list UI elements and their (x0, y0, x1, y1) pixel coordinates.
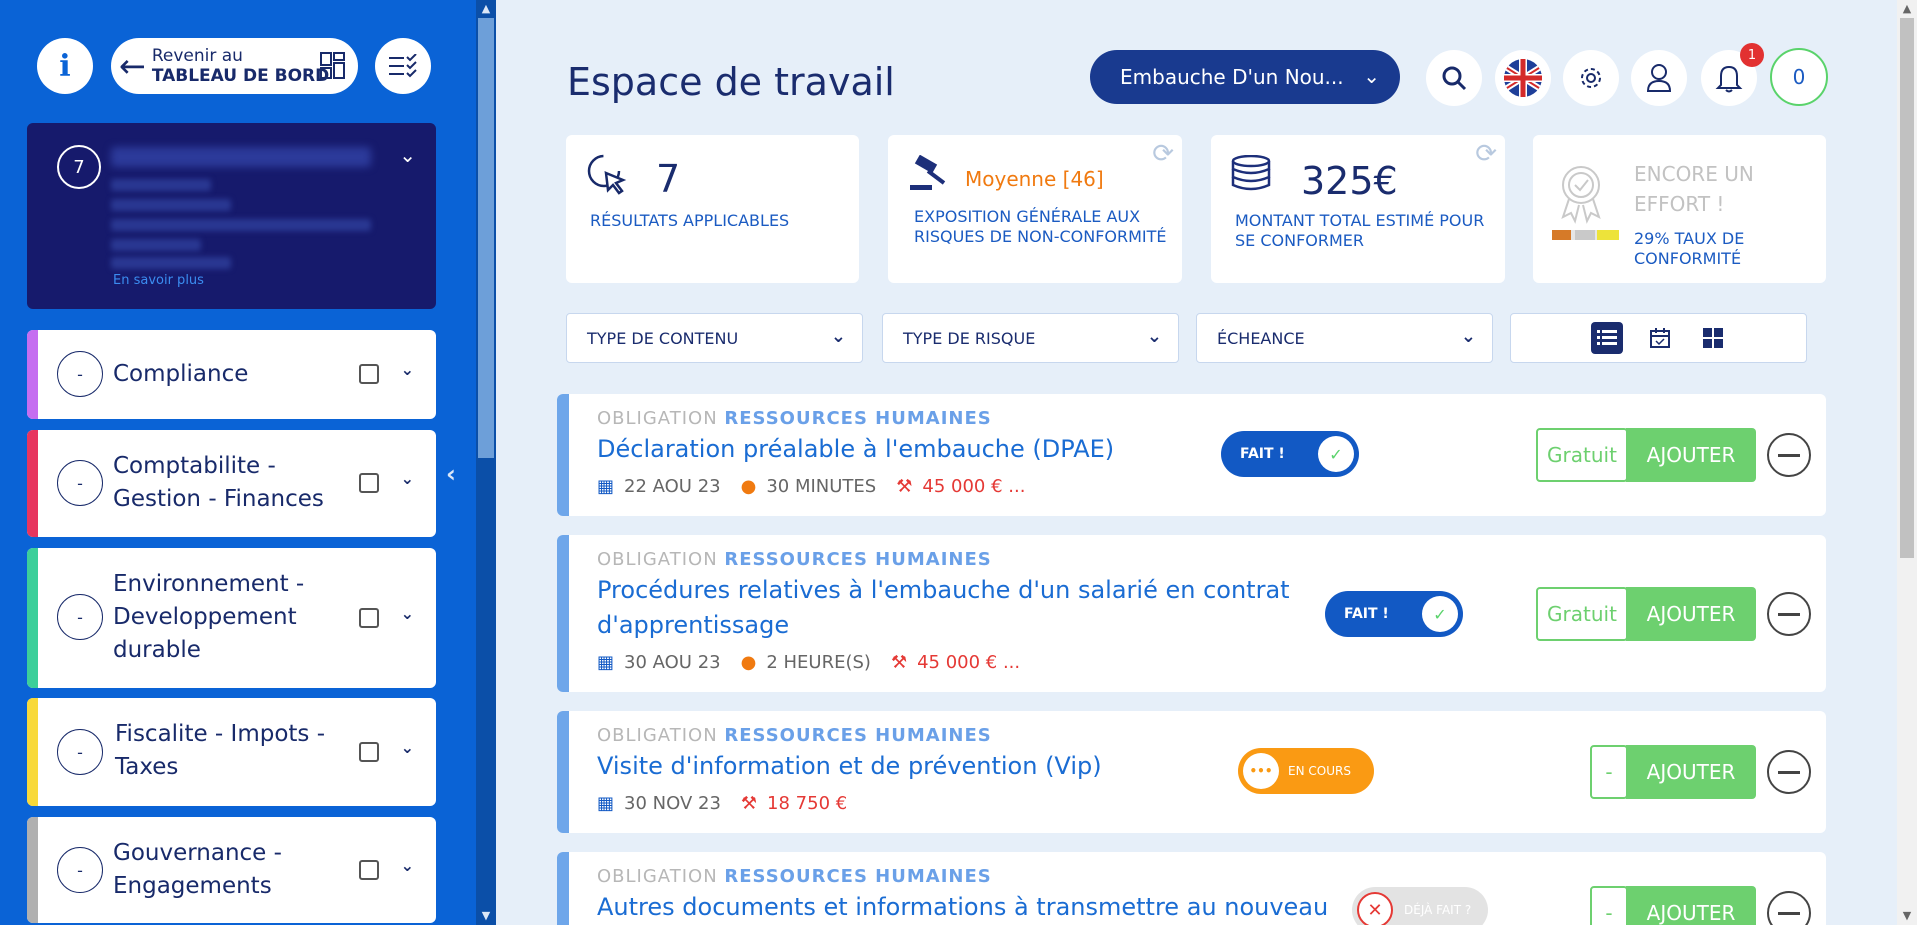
exposure-value: Moyenne [46] (965, 167, 1104, 191)
check-icon: ✓ (1318, 436, 1354, 472)
company-detail-redacted (111, 239, 201, 251)
domain-label: RESSOURCES HUMAINES (724, 408, 992, 429)
card-date: 22 AOU 23 (624, 476, 721, 497)
card-title[interactable]: Procédures relatives à l'embauche d'un salarié en contrat d'apprentissage (597, 576, 1290, 639)
price-label: - (1590, 745, 1628, 799)
obligation-card[interactable] (557, 711, 1826, 833)
kind-label: OBLIGATION (597, 725, 718, 746)
category-environnement[interactable] (27, 548, 436, 688)
search-button[interactable] (1426, 50, 1482, 106)
gavel-icon (908, 155, 950, 191)
category-color-bar (27, 330, 38, 419)
compliance-rate: 29% TAUX DE CONFORMITÉ (1634, 229, 1745, 268)
card-meta (597, 476, 1045, 497)
checklist-menu-button[interactable] (375, 38, 431, 94)
company-detail-redacted (111, 219, 371, 231)
domain-label: RESSOURCES HUMAINES (724, 725, 992, 746)
add-button[interactable]: AJOUTER (1626, 886, 1756, 925)
obligation-card[interactable] (557, 394, 1826, 516)
category-color-bar (27, 430, 38, 537)
collapse-sidebar-icon[interactable]: ‹ (446, 460, 456, 488)
filter-content-type[interactable] (566, 313, 863, 363)
dots-icon: ••• (1243, 753, 1279, 789)
uk-flag-icon (1503, 58, 1543, 98)
calendar-view-button[interactable] (1644, 322, 1676, 354)
scroll-down-icon[interactable]: ▼ (481, 909, 491, 922)
collapse-minus-icon[interactable]: - (57, 594, 103, 640)
award-badge-icon (1553, 161, 1609, 225)
list-icon (1597, 329, 1617, 347)
amount-value: 325€ (1301, 159, 1398, 203)
chevron-down-icon[interactable]: ⌄ (400, 738, 414, 757)
search-icon (1441, 65, 1467, 91)
chevron-down-icon[interactable]: ⌄ (400, 469, 414, 488)
company-detail-redacted (111, 179, 211, 191)
bell-icon (1715, 63, 1743, 93)
collapse-minus-icon[interactable]: - (57, 847, 103, 893)
amount-label: MONTANT TOTAL ESTIMÉ POUR SE CONFORMER (1235, 211, 1485, 250)
remove-icon[interactable] (1767, 592, 1811, 636)
add-button[interactable]: AJOUTER (1626, 428, 1756, 482)
card-date: 30 NOV 23 (624, 793, 721, 814)
domain-label: RESSOURCES HUMAINES (724, 549, 992, 570)
category-label: Environnement - Developpement durable (113, 571, 305, 663)
list-view-button[interactable] (1591, 322, 1623, 354)
status-toggle[interactable] (1221, 431, 1359, 477)
company-count: 7 (57, 145, 101, 189)
chevron-down-icon[interactable]: ⌄ (400, 360, 414, 379)
card-title[interactable]: Visite d'information et de prévention (Vip) (597, 752, 1102, 780)
card-kind (597, 408, 992, 429)
calendar-icon (1650, 328, 1670, 348)
scroll-down-icon[interactable]: ▼ (1902, 909, 1912, 922)
category-color-bar (27, 817, 38, 923)
compliance-progress-fill (1552, 230, 1571, 240)
chevron-down-icon: ⌄ (1363, 64, 1380, 88)
sidebar-scroll-thumb[interactable] (478, 18, 494, 458)
card-fine: 45 000 € ... (917, 652, 1021, 673)
category-checkbox[interactable] (359, 860, 379, 880)
check-icon: ✓ (1422, 596, 1458, 632)
compliance-progress-segment (1575, 230, 1595, 240)
category-label: Compliance (113, 361, 249, 387)
card-kind (597, 866, 992, 887)
status-label: EN COURS (1288, 764, 1351, 778)
collapse-minus-icon[interactable]: - (57, 460, 103, 506)
compliance-progress-segment (1597, 230, 1619, 240)
category-label: Comptabilite - Gestion - Finances (113, 453, 324, 512)
page-title: Espace de travail (567, 60, 895, 104)
grid-view-button[interactable] (1697, 322, 1729, 354)
kind-label: OBLIGATION (597, 549, 718, 570)
card-duration: 30 MINUTES (766, 476, 877, 497)
remove-icon[interactable] (1767, 891, 1811, 925)
card-date: 30 AOU 23 (624, 652, 721, 673)
arrow-left-icon: ← (119, 47, 146, 85)
card-fine: 45 000 € ... (922, 476, 1026, 497)
dashboard-grid-icon (320, 52, 346, 80)
card-edge (557, 711, 569, 833)
score-counter[interactable]: 0 (1770, 48, 1828, 106)
collapse-minus-icon[interactable]: - (57, 351, 103, 397)
card-edge (557, 535, 569, 692)
collapse-minus-icon[interactable]: - (57, 729, 103, 775)
gavel-icon: ⚒ (740, 793, 758, 814)
info-icon: i (59, 48, 71, 84)
add-button[interactable]: AJOUTER (1626, 587, 1756, 641)
company-detail-redacted (111, 257, 231, 269)
add-button[interactable]: AJOUTER (1626, 745, 1756, 799)
category-compliance[interactable] (27, 330, 436, 419)
card-title[interactable]: Autres documents et informations à transmettre au nouveau (597, 893, 1329, 921)
category-checkbox[interactable] (359, 608, 379, 628)
remove-icon[interactable] (1767, 433, 1811, 477)
sidebar-scrollbar[interactable] (476, 0, 496, 925)
category-color-bar (27, 698, 38, 806)
card-edge (557, 394, 569, 516)
close-icon: ✕ (1357, 892, 1393, 925)
category-checkbox[interactable] (359, 364, 379, 384)
project-select-value: Embauche D'un Nou... (1120, 65, 1344, 89)
chevron-down-icon[interactable]: ⌄ (400, 604, 414, 623)
results-count: 7 (656, 157, 681, 201)
scroll-up-icon[interactable]: ▲ (1902, 2, 1912, 15)
refresh-icon[interactable]: ⟳ (1152, 139, 1174, 169)
kpi-exposure (888, 135, 1182, 283)
status-label: DÉJÀ FAIT ? (1404, 903, 1472, 917)
gear-icon (1577, 64, 1605, 92)
company-name-redacted (111, 147, 371, 167)
obligation-card[interactable] (557, 535, 1826, 692)
card-kind (597, 725, 992, 746)
card-meta (597, 793, 867, 814)
back-line2: TABLEAU DE BORD (151, 66, 330, 86)
back-line1: Revenir au (151, 46, 243, 66)
encourage-text: ENCORE UN EFFORT ! (1634, 162, 1754, 216)
view-switcher (1510, 313, 1807, 363)
clock-icon: ● (740, 652, 757, 673)
company-detail-redacted (111, 199, 231, 211)
card-fine: 18 750 € (767, 793, 848, 814)
compliance-progress-track (1552, 230, 1619, 240)
obligation-card[interactable] (557, 852, 1826, 925)
notification-badge: 1 (1740, 43, 1764, 67)
category-label: Gouvernance - Engagements (113, 840, 282, 899)
chevron-down-icon: ⌄ (1146, 326, 1162, 347)
grid-icon (1703, 328, 1723, 348)
category-fiscalite[interactable] (27, 698, 436, 806)
kind-label: OBLIGATION (597, 866, 718, 887)
calendar-icon: ▦ (597, 476, 615, 497)
status-toggle[interactable] (1325, 591, 1463, 637)
clock-icon: ● (740, 476, 757, 497)
filter-label: TYPE DE RISQUE (903, 328, 1036, 348)
profile-button[interactable] (1631, 50, 1687, 106)
category-comptabilite[interactable] (27, 430, 436, 537)
company-card[interactable] (27, 123, 436, 309)
card-title[interactable]: Déclaration préalable à l'embauche (DPAE) (597, 435, 1115, 463)
refresh-icon[interactable]: ⟳ (1475, 139, 1497, 169)
chevron-down-icon[interactable]: ⌄ (399, 143, 416, 167)
main-scroll-thumb[interactable] (1900, 18, 1914, 558)
category-checkbox[interactable] (359, 742, 379, 762)
chevron-down-icon: ⌄ (830, 326, 846, 347)
coins-icon (1229, 155, 1273, 191)
card-edge (557, 852, 569, 925)
category-color-bar (27, 548, 38, 688)
category-checkbox[interactable] (359, 473, 379, 493)
results-label: RÉSULTATS APPLICABLES (590, 211, 790, 230)
category-label: Fiscalite - Impots - Taxes (115, 721, 326, 780)
price-label: Gratuit (1536, 428, 1628, 482)
chevron-down-icon[interactable]: ⌄ (400, 856, 414, 875)
back-to-dashboard-button[interactable] (111, 38, 358, 94)
chevron-down-icon: ⌄ (1460, 326, 1476, 347)
filter-risk-type[interactable] (882, 313, 1179, 363)
filter-label: ÉCHEANCE (1217, 328, 1305, 348)
status-label: FAIT ! (1344, 606, 1389, 622)
kpi-compliance (1533, 135, 1826, 283)
card-meta (597, 652, 1040, 673)
scroll-up-icon[interactable]: ▲ (481, 2, 491, 15)
project-select[interactable] (1090, 50, 1400, 104)
learn-more-link[interactable]: En savoir plus (113, 273, 204, 288)
category-gouvernance[interactable] (27, 817, 436, 923)
sidebar (0, 0, 476, 925)
price-label: Gratuit (1536, 587, 1628, 641)
kind-label: OBLIGATION (597, 408, 718, 429)
info-button[interactable] (37, 38, 93, 94)
filter-label: TYPE DE CONTENU (587, 328, 739, 348)
kpi-results (566, 135, 859, 283)
card-duration: 2 HEURE(S) (766, 652, 871, 673)
user-icon (1645, 63, 1673, 93)
kpi-amount (1211, 135, 1505, 283)
settings-button[interactable] (1563, 50, 1619, 106)
domain-label: RESSOURCES HUMAINES (724, 866, 992, 887)
status-toggle[interactable] (1238, 748, 1374, 794)
status-label: FAIT ! (1240, 446, 1285, 462)
card-kind (597, 549, 992, 570)
checklist-icon (388, 54, 418, 78)
price-label: - (1590, 886, 1628, 925)
status-toggle[interactable] (1352, 887, 1488, 925)
language-button[interactable] (1495, 50, 1551, 106)
gavel-icon: ⚒ (890, 652, 908, 673)
gavel-icon: ⚒ (896, 476, 913, 497)
remove-icon[interactable] (1767, 750, 1811, 794)
cursor-click-icon (586, 153, 628, 195)
exposure-label: EXPOSITION GÉNÉRALE AUX RISQUES DE NON-CONFORMITÉ (914, 207, 1167, 246)
calendar-icon: ▦ (597, 652, 615, 673)
filter-deadline[interactable] (1196, 313, 1493, 363)
main-scrollbar[interactable] (1897, 0, 1917, 925)
calendar-icon: ▦ (597, 793, 615, 814)
